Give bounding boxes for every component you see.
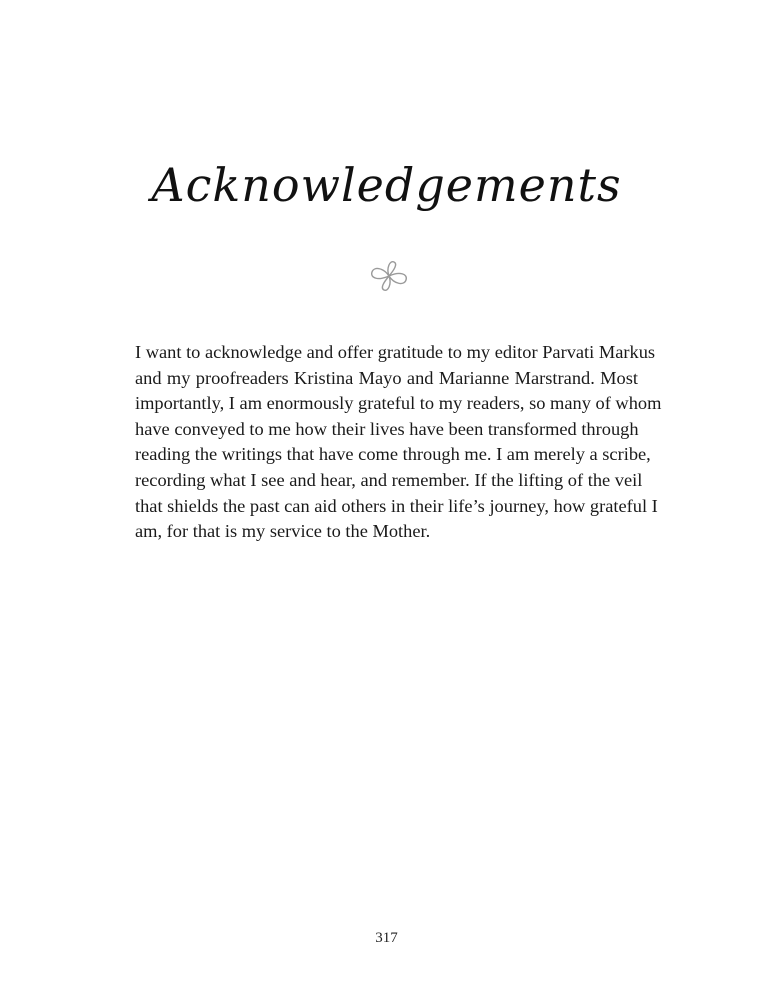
- paragraph-line: that shields the past can aid others in their life’s journey, how grateful I: [135, 495, 658, 516]
- page-title: Acknowledgements: [151, 158, 622, 212]
- paragraph-line: I want to acknowledge and offer gratitude to my editor Parvati Markus: [135, 342, 656, 362]
- paragraph-line: and my proofreaders Kristina Mayo and Marianne Marstrand. Most: [135, 367, 638, 388]
- paragraph-line: reading the writings that have come through me. I am merely a scribe,: [135, 444, 651, 465]
- acknowledgement-paragraph: [135, 340, 662, 545]
- paragraph-line: have conveyed to me how their lives have been transformed through: [135, 418, 639, 439]
- paragraph-line: importantly, I am enormously grateful to my readers, so many of whom: [135, 393, 662, 414]
- paragraph-line: recording what I see and hear, and remember. If the lifting of the veil: [135, 469, 643, 490]
- page-number: 317: [375, 930, 398, 946]
- flourish-knot-icon: [366, 256, 412, 296]
- paragraph-line: am, for that is my service to the Mother.: [135, 521, 431, 542]
